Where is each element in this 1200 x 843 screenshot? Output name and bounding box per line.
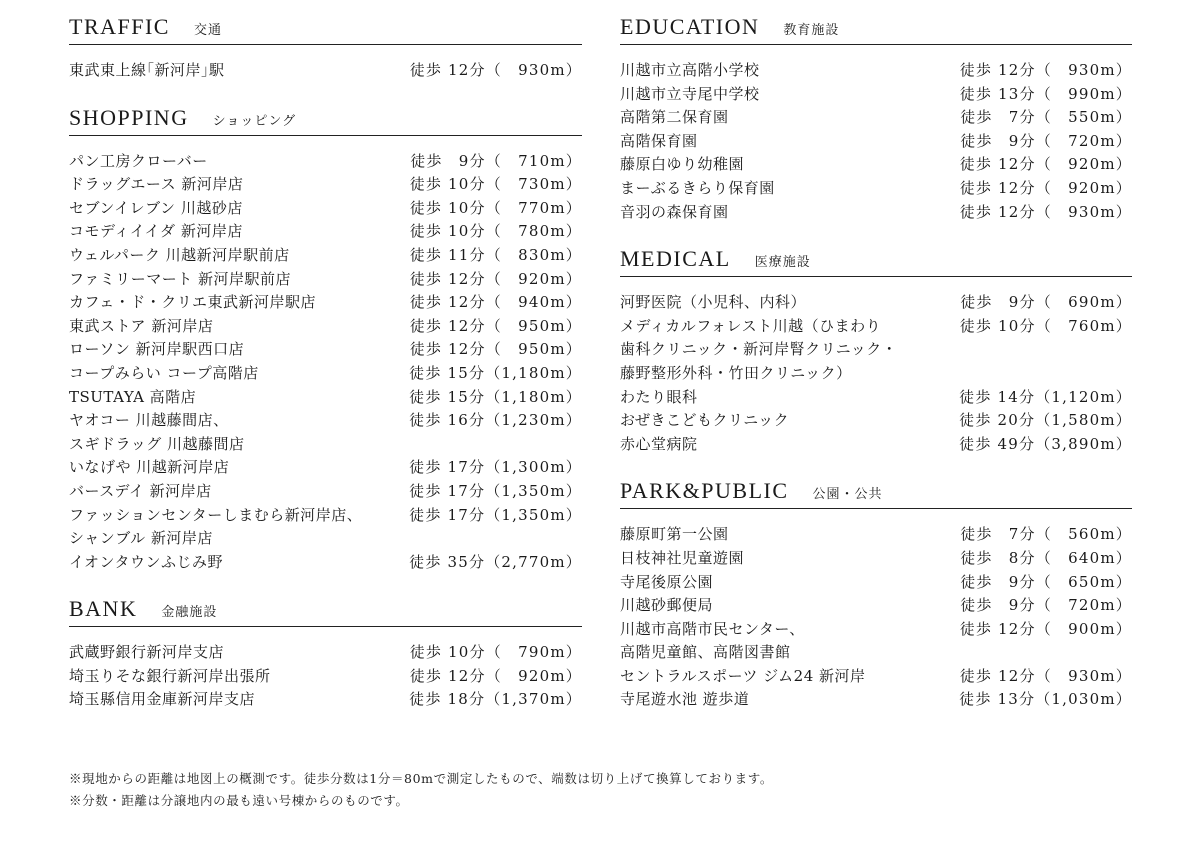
section-header [69, 105, 582, 136]
facility-list [620, 291, 1132, 456]
facility-row [69, 291, 582, 315]
walk-distance: 徒歩 12分（ 950m） [409, 340, 582, 359]
facility-name: 藤原町第一公園 [620, 525, 729, 544]
facility-row [69, 386, 582, 410]
facility-name: 東武東上線｢新河岸｣駅 [69, 61, 225, 79]
section-title-en: MEDICAL [620, 246, 731, 272]
footnote-line: ※現地からの距離は地図上の概測です。徒歩分数は1分＝80mで測定したもので、端数は切り上げて換算しております。 [69, 771, 773, 786]
section-title-en: EDUCATION [620, 14, 760, 39]
facility-list [620, 59, 1132, 224]
facility-row [69, 551, 582, 575]
facility-name: 武蔵野銀行新河岸支店 [69, 643, 225, 662]
facility-row [620, 291, 1132, 315]
walk-distance: 徒歩 12分（ 950m） [409, 316, 582, 335]
walk-distance: 徒歩 17分（1,350m） [409, 505, 582, 524]
facility-name: 藤原白ゆり幼稚園 [620, 155, 745, 174]
facility-row [69, 197, 582, 221]
facility-name: 川越市高階市民センター、 高階児童館、高階図書館 [620, 619, 805, 662]
facility-name: メディカルフォレスト川越（ひまわり 歯科クリニック・新河岸腎クリニック・ 藤野整形外科・竹田クリニック） [620, 316, 898, 382]
walk-distance: 徒歩 7分（ 550m） [960, 108, 1132, 127]
footnotes [69, 768, 773, 812]
facility-name: 東武ストア 新河岸店 [69, 316, 214, 335]
walk-distance: 徒歩 16分（1,230m） [409, 411, 582, 430]
facility-row [620, 83, 1132, 107]
walk-distance: 徒歩 12分（ 920m） [959, 155, 1132, 174]
facility-name: セブンイレブン 川越砂店 [69, 198, 243, 217]
facility-row [69, 338, 582, 362]
section-header [69, 14, 582, 45]
walk-distance: 徒歩 10分（ 770m） [409, 198, 582, 217]
facility-row [620, 177, 1132, 201]
facility-row [620, 665, 1132, 689]
walk-distance: 徒歩 12分（ 900m） [959, 619, 1132, 638]
facility-name: 川越市立高階小学校 [620, 61, 760, 79]
section-header [620, 14, 1132, 45]
facility-row [69, 244, 582, 268]
walk-distance: 徒歩 12分（ 930m） [959, 202, 1132, 221]
facility-row [620, 594, 1132, 618]
facility-row [620, 618, 1132, 665]
footnote-line: ※分数・距離は分譲地内の最も遠い号棟からのものです。 [69, 793, 409, 808]
facility-name: 高階保育園 [620, 131, 698, 150]
section-park-public [620, 478, 1132, 712]
section-title-jp: 交通 [193, 23, 222, 38]
facility-name: 埼玉りそな銀行新河岸出張所 [69, 666, 271, 685]
facility-name: バースデイ 新河岸店 [69, 481, 212, 500]
section-header [69, 596, 582, 627]
right-column [620, 14, 1132, 734]
facility-row [69, 220, 582, 244]
facility-row [69, 456, 582, 480]
walk-distance: 徒歩 35分（2,770m） [409, 552, 582, 571]
facility-name: 日枝神社児童遊園 [620, 548, 745, 567]
facility-name: 川越砂郵便局 [620, 596, 714, 615]
facility-row [69, 315, 582, 339]
section-title-en: BANK [69, 596, 138, 622]
section-title-jp: 医療施設 [754, 255, 811, 271]
walk-distance: 徒歩 13分（ 990m） [959, 84, 1132, 103]
facility-name: まーぶるきらり保育園 [620, 178, 775, 197]
section-shopping [69, 105, 582, 575]
facility-name: おぜきこどもクリニック [620, 411, 790, 430]
facility-row [620, 409, 1132, 433]
facility-row [69, 665, 582, 689]
facility-row [620, 688, 1132, 712]
walk-distance: 徒歩 10分（ 730m） [409, 175, 582, 194]
section-title-jp: 金融施設 [161, 605, 218, 621]
facility-list [69, 150, 582, 575]
facility-name: 音羽の森保育園 [620, 202, 729, 221]
walk-distance: 徒歩 17分（1,300m） [409, 458, 582, 477]
section-bank [69, 596, 582, 712]
section-header [620, 246, 1132, 277]
facility-name: コープみらい コープ高階店 [69, 363, 259, 382]
facility-row [69, 688, 582, 712]
facility-row [69, 504, 582, 551]
walk-distance: 徒歩 49分（3,890m） [959, 434, 1132, 453]
walk-distance: 徒歩 13分（1,030m） [959, 690, 1132, 709]
facility-row [620, 59, 1132, 83]
facility-name: 河野医院（小児科、内科） [620, 293, 807, 312]
facility-name: 高階第二保育園 [620, 108, 729, 127]
facility-row [620, 106, 1132, 130]
facility-name: 寺尾後原公園 [620, 572, 714, 591]
walk-distance: 徒歩 12分（ 920m） [959, 178, 1132, 197]
facility-name: イオンタウンふじみ野 [69, 552, 223, 571]
section-title-en: PARK&PUBLIC [620, 478, 789, 504]
walk-distance: 徒歩 12分（ 930m） [409, 61, 582, 79]
facility-row [620, 315, 1132, 386]
facility-row [69, 480, 582, 504]
walk-distance: 徒歩 12分（ 920m） [409, 269, 582, 288]
facility-name: TSUTAYA 高階店 [69, 387, 197, 406]
facility-row [69, 268, 582, 292]
facility-row [620, 571, 1132, 595]
walk-distance: 徒歩 7分（ 560m） [960, 525, 1132, 544]
section-title-en: SHOPPING [69, 104, 189, 130]
walk-distance: 徒歩 12分（ 930m） [959, 61, 1132, 79]
facility-row [620, 201, 1132, 225]
walk-distance: 徒歩 15分（1,180m） [409, 387, 582, 406]
facility-name: ヤオコー 川越藤間店、 スギドラッグ 川越藤間店 [69, 411, 245, 453]
walk-distance: 徒歩 8分（ 640m） [960, 548, 1132, 567]
walk-distance: 徒歩 12分（ 940m） [409, 293, 582, 312]
facility-row [69, 150, 582, 174]
facility-list [69, 59, 582, 83]
facility-name: ファッションセンターしまむら新河岸店、 シャンブル 新河岸店 [69, 505, 363, 548]
section-medical [620, 246, 1132, 456]
walk-distance: 徒歩 10分（ 760m） [959, 316, 1132, 335]
facility-row [620, 433, 1132, 457]
facility-row [69, 362, 582, 386]
walk-distance: 徒歩 20分（1,580m） [959, 411, 1132, 430]
facility-name: 寺尾遊水池 遊歩道 [620, 690, 750, 709]
facility-row [620, 547, 1132, 571]
walk-distance: 徒歩 14分（1,120m） [959, 387, 1132, 406]
facility-row [620, 386, 1132, 410]
facility-name: 川越市立寺尾中学校 [620, 84, 760, 103]
facility-name: わたり眼科 [620, 387, 698, 406]
walk-distance: 徒歩 17分（1,350m） [409, 481, 582, 500]
facility-row [620, 130, 1132, 154]
facility-row [620, 153, 1132, 177]
facility-name: 埼玉縣信用金庫新河岸支店 [69, 690, 256, 709]
facility-name: いなげや 川越新河岸店 [69, 458, 230, 477]
facility-row [69, 641, 582, 665]
facility-name: コモディイイダ 新河岸店 [69, 222, 243, 241]
walk-distance: 徒歩 9分（ 690m） [960, 293, 1132, 312]
walk-distance: 徒歩 18分（1,370m） [409, 690, 582, 709]
facility-list [69, 641, 582, 712]
section-title-jp: 公園・公共 [812, 487, 883, 503]
facility-row [620, 523, 1132, 547]
walk-distance: 徒歩 10分（ 780m） [409, 222, 582, 241]
facility-name: ローソン 新河岸駅西口店 [69, 340, 245, 359]
facility-name: パン工房クローバー [69, 151, 208, 170]
walk-distance: 徒歩 9分（ 710m） [410, 151, 582, 170]
section-title-en: TRAFFIC [69, 14, 170, 39]
section-traffic [69, 14, 582, 83]
walk-distance: 徒歩 11分（ 830m） [409, 245, 582, 264]
left-column [69, 14, 582, 734]
facility-name: ファミリーマート 新河岸駅前店 [69, 269, 291, 288]
facility-row [69, 173, 582, 197]
section-education [620, 14, 1132, 224]
walk-distance: 徒歩 15分（1,180m） [409, 363, 582, 382]
section-title-jp: ショッピング [212, 113, 297, 129]
facility-row [69, 409, 582, 456]
facility-name: カフェ・ド・クリエ東武新河岸駅店 [69, 293, 316, 312]
walk-distance: 徒歩 9分（ 720m） [960, 596, 1132, 615]
walk-distance: 徒歩 9分（ 650m） [960, 572, 1132, 591]
facility-name: ドラッグエース 新河岸店 [69, 175, 244, 194]
section-title-jp: 教育施設 [783, 23, 840, 38]
facility-list [620, 523, 1132, 712]
facility-row [69, 59, 582, 83]
walk-distance: 徒歩 9分（ 720m） [960, 131, 1132, 150]
facility-name: セントラルスポーツ ジム24 新河岸 [620, 666, 866, 685]
facility-name: ウェルパーク 川越新河岸駅前店 [69, 245, 290, 264]
walk-distance: 徒歩 12分（ 930m） [959, 666, 1132, 685]
walk-distance: 徒歩 12分（ 920m） [409, 666, 582, 685]
facility-name: 赤心堂病院 [620, 434, 698, 453]
walk-distance: 徒歩 10分（ 790m） [409, 643, 582, 662]
section-header [620, 478, 1132, 509]
